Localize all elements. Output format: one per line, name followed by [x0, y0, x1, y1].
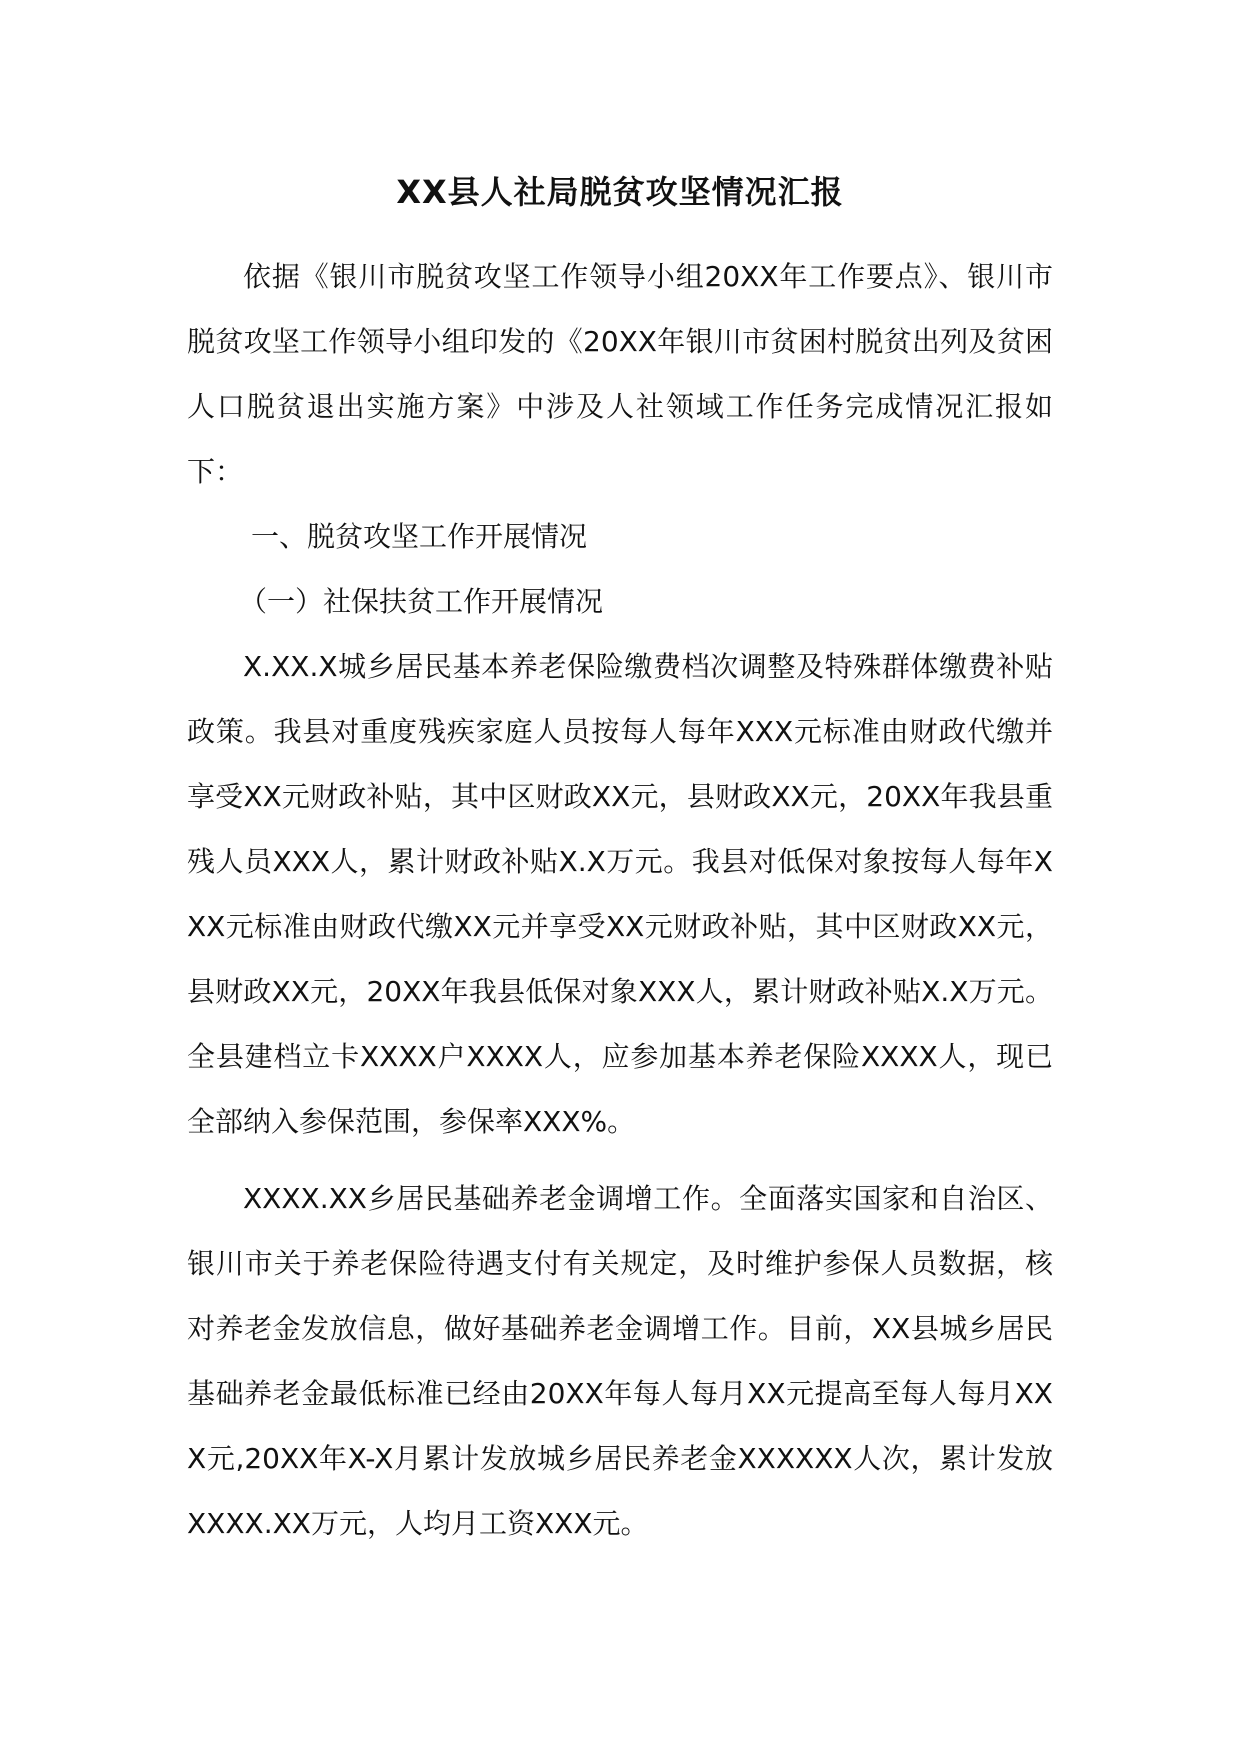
document-title: XX县人社局脱贫攻坚情况汇报 — [396, 173, 844, 211]
subsection-heading: （一）社保扶贫工作开展情况 — [239, 585, 604, 618]
intro-paragraph: 依据《银川市脱贫攻坚工作领导小组20XX年工作要点》、银川市脱贫攻坚工作领导小组印发的《20XX年银川市贫困村脱贫出列及贫困人口脱贫退出实施方案》中涉及人社领域工作任务完成情况汇报如下： — [187, 260, 1053, 488]
paragraph-spacer — [187, 1154, 1053, 1166]
document-body — [187, 170, 1053, 1556]
pension-subsidy-paragraph: X.XX.X城乡居民基本养老保险缴费档次调整及特殊群体缴费补贴政策。我县对重度残疾家庭人员按每人每年XXX元标准由财政代缴并享受XX元财政补贴，其中区财政XX元，县财政XX元，20XX年我县重残人员XXX人，累计财政补贴X.X万元。我县对低保对象按每人每年XXX元标准由财政代缴XX元并享受XX元财政补贴，其中区财政XX元，县财政XX元，20XX年我县低保对象XXX人，累计财政补贴X.X万元。全县建档立卡XXXX户XXXX人，应参加基本养老保险XXXX人，现已全部纳入参保范围，参保率XXX%。 — [187, 650, 1053, 1138]
pension-increase-paragraph: XXXX.XX乡居民基础养老金调增工作。全面落实国家和自治区、银川市关于养老保险待遇支付有关规定，及时维护参保人员数据，核对养老金发放信息，做好基础养老金调增工作。目前，XX县城乡居民基础养老金最低标准已经由20XX年每人每月XX元提高至每人每月XXX元,20XX年X-X月累计发放城乡居民养老金XXXXXX人次，累计发放XXXX.XX万元，人均月工资XXX元。 — [187, 1182, 1053, 1540]
section-heading: 一、脱贫攻坚工作开展情况 — [251, 520, 588, 553]
